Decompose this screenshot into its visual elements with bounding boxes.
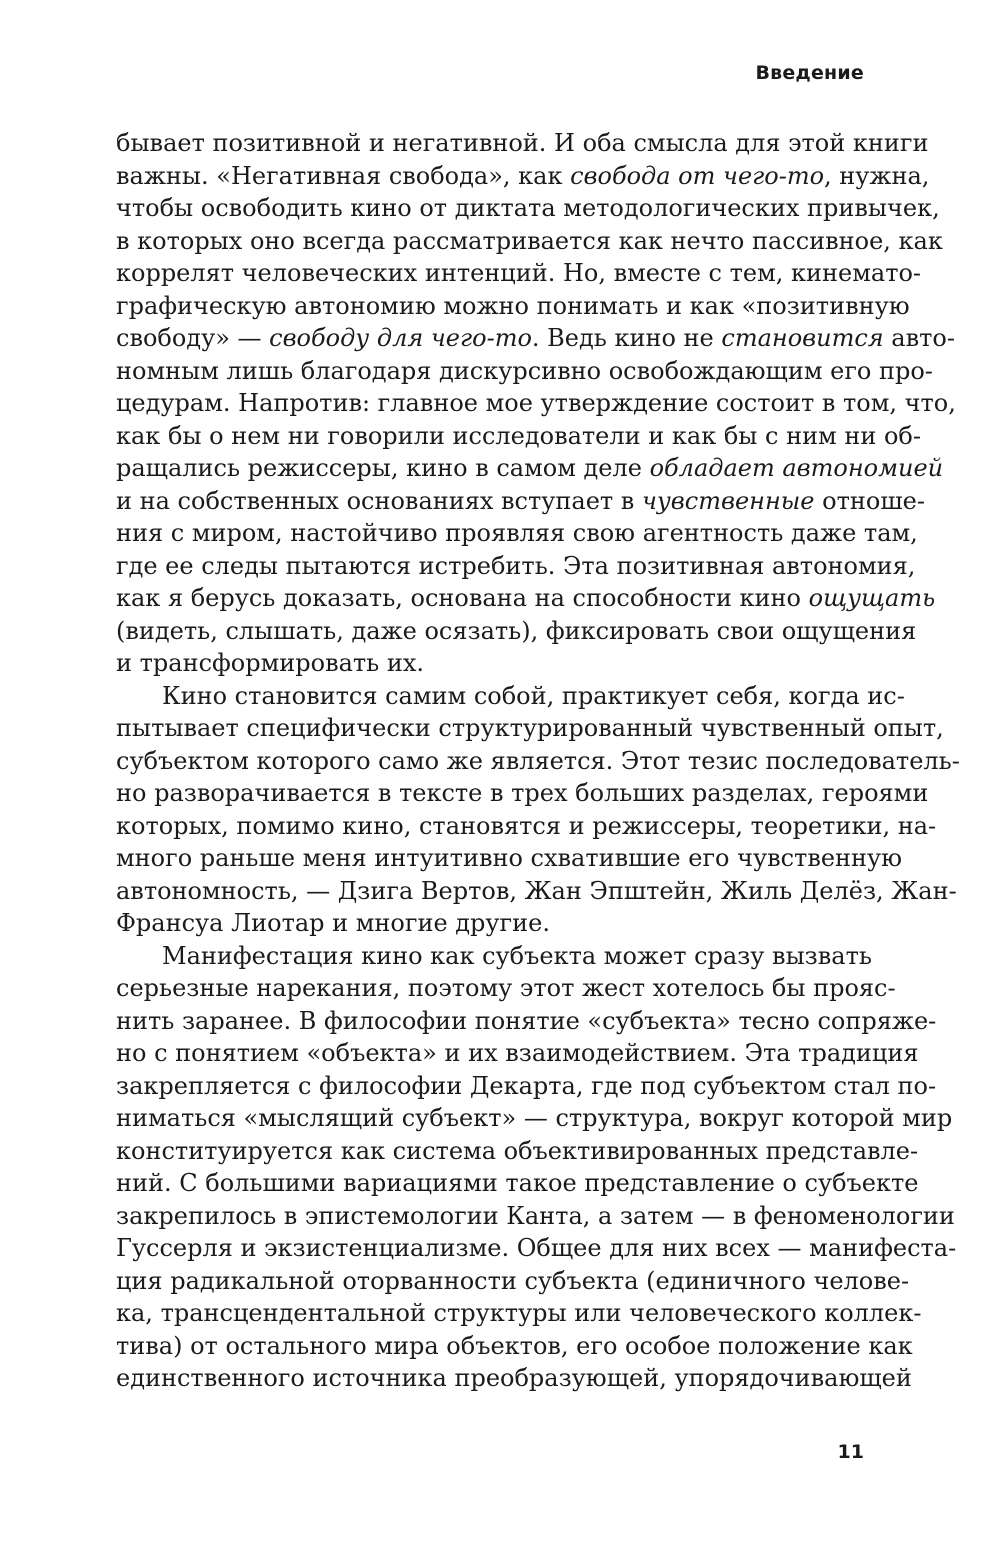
text-run: нить заранее. В философии понятие «субъекта» тесно сопряже- xyxy=(116,1006,937,1035)
text-run: много раньше меня интуитивно схватившие его чувственную xyxy=(116,844,903,872)
text-line xyxy=(116,387,956,420)
text-run: цедурам. Напротив: главное мое утверждение состоит в том, что, xyxy=(116,389,956,417)
text-run: (видеть, слышать, даже осязать), фиксировать свои ощущения xyxy=(116,616,917,645)
italic-phrase: чувственные xyxy=(641,486,815,515)
text-line xyxy=(116,1362,912,1395)
text-run: которых, помимо кино, становятся и режиссеры, теоретики, на- xyxy=(116,811,937,840)
text-run: как я берусь доказать, основана на способности кино xyxy=(116,584,809,612)
text-run: закрепилось в эпистемологии Канта, а затем — в феноменологии xyxy=(116,1201,955,1230)
text-line xyxy=(116,582,936,615)
text-line xyxy=(116,1330,913,1363)
text-run: как бы о нем ни говорили исследователи и как бы с ним ни об- xyxy=(116,421,921,450)
text-line xyxy=(116,940,872,973)
text-line xyxy=(116,842,903,875)
text-line xyxy=(116,875,957,908)
text-run: Гуссерля и экзистенциализме. Общее для них всех — манифеста- xyxy=(116,1234,957,1262)
text-run: ниматься «мыслящий субъект» — структура, вокруг которой мир xyxy=(116,1104,953,1132)
text-run: , нужна, xyxy=(824,161,930,190)
text-line xyxy=(116,1005,937,1038)
italic-phrase: обладает автономией xyxy=(649,454,944,482)
text-line xyxy=(116,1102,953,1135)
text-line xyxy=(116,777,929,810)
text-line xyxy=(116,1265,910,1298)
text-run: отноше- xyxy=(814,486,925,515)
text-run: пытывает специфически структурированный чувственный опыт, xyxy=(116,714,944,742)
text-line xyxy=(116,517,918,550)
text-run: но с понятием «объекта» и их взаимодействием. Эта традиция xyxy=(116,1039,919,1067)
text-run: субъектом которого само же является. Этот тезис последователь- xyxy=(116,746,960,775)
text-run: Франсуа Лиотар и многие другие. xyxy=(116,909,550,937)
text-line xyxy=(116,1232,957,1265)
text-run: свободу» — xyxy=(116,324,270,352)
text-run: и на собственных основаниях вступает в xyxy=(116,486,642,515)
text-line xyxy=(116,615,917,648)
page-number: 11 xyxy=(837,1441,864,1463)
text-run: автономность, — Дзига Вертов, Жан Эпштейн, Жиль Делёз, Жан- xyxy=(116,876,957,905)
text-line xyxy=(116,257,922,290)
text-run: единственного источника преобразующей, упорядочивающей xyxy=(116,1364,912,1392)
text-line xyxy=(116,712,944,745)
text-line xyxy=(116,225,943,258)
italic-phrase: ощущать xyxy=(808,584,936,612)
text-run: ка, трансцендентальной структуры или человеческого коллек- xyxy=(116,1299,922,1327)
text-run: ция радикальной оторванности субъекта (единичного челове- xyxy=(116,1266,910,1295)
text-line xyxy=(116,127,929,160)
text-run: где ее следы пытаются истребить. Эта позитивная автономия, xyxy=(116,551,916,580)
text-run: ний. С большими вариациями такое представление о субъекте xyxy=(116,1169,919,1197)
text-line xyxy=(116,972,896,1005)
text-run: бывает позитивной и негативной. И оба смысла для этой книги xyxy=(116,129,929,157)
text-line xyxy=(116,907,866,940)
text-line xyxy=(116,1037,919,1070)
text-line xyxy=(116,192,940,225)
text-line xyxy=(116,745,960,778)
paragraph xyxy=(116,127,956,680)
text-run: Манифестация кино как субъекта может сразу вызвать xyxy=(162,941,872,970)
paragraph xyxy=(116,940,957,1395)
text-run: серьезные нарекания, поэтому этот жест хотелось бы прояс- xyxy=(116,974,896,1002)
text-line xyxy=(116,647,866,680)
body-text xyxy=(116,127,960,1395)
text-line xyxy=(116,1200,955,1233)
text-line xyxy=(116,1167,919,1200)
text-line xyxy=(116,1297,922,1330)
italic-phrase: свобода от чего-то xyxy=(570,161,825,190)
text-line xyxy=(116,1070,937,1103)
text-run: конституируется как система объективированных представле- xyxy=(116,1136,919,1165)
running-header-title: Введение xyxy=(755,62,864,84)
text-run: . Ведь кино не xyxy=(531,324,722,352)
text-line xyxy=(116,680,905,713)
text-line xyxy=(116,355,933,388)
text-line xyxy=(116,550,916,583)
text-run: коррелят человеческих интенций. Но, вместе с тем, кинемато- xyxy=(116,259,922,287)
text-run: номным лишь благодаря дискурсивно освобождающим его про- xyxy=(116,356,933,385)
italic-phrase: свободу для чего-то xyxy=(269,324,532,352)
text-run: но разворачивается в тексте в трех больших разделах, героями xyxy=(116,779,929,807)
text-run: авто- xyxy=(883,324,955,352)
text-line xyxy=(116,420,921,453)
italic-phrase: становится xyxy=(721,324,884,352)
text-run: Кино становится самим собой, практикует себя, когда ис- xyxy=(162,681,905,710)
text-run: и трансформировать их. xyxy=(116,649,425,677)
text-line xyxy=(116,290,910,323)
text-line xyxy=(116,485,925,518)
text-line xyxy=(116,452,944,485)
paragraph xyxy=(116,680,960,940)
text-run: чтобы освободить кино от диктата методологических привычек, xyxy=(116,194,940,222)
text-run: закрепляется с философии Декарта, где под субъектом стал по- xyxy=(116,1071,937,1100)
text-run: в которых оно всегда рассматривается как нечто пассивное, как xyxy=(116,226,943,255)
text-run: ния с миром, настойчиво проявляя свою агентность даже там, xyxy=(116,519,918,547)
text-line xyxy=(116,160,930,193)
text-run: ращались режиссеры, кино в самом деле xyxy=(116,454,650,482)
text-line xyxy=(116,322,955,355)
text-line xyxy=(116,810,937,843)
text-line xyxy=(116,1135,919,1168)
text-run: графическую автономию можно понимать и как «позитивную xyxy=(116,291,910,320)
text-run: важны. «Негативная свобода», как xyxy=(116,161,571,190)
text-run: тива) от остального мира объектов, его особое положение как xyxy=(116,1331,913,1360)
